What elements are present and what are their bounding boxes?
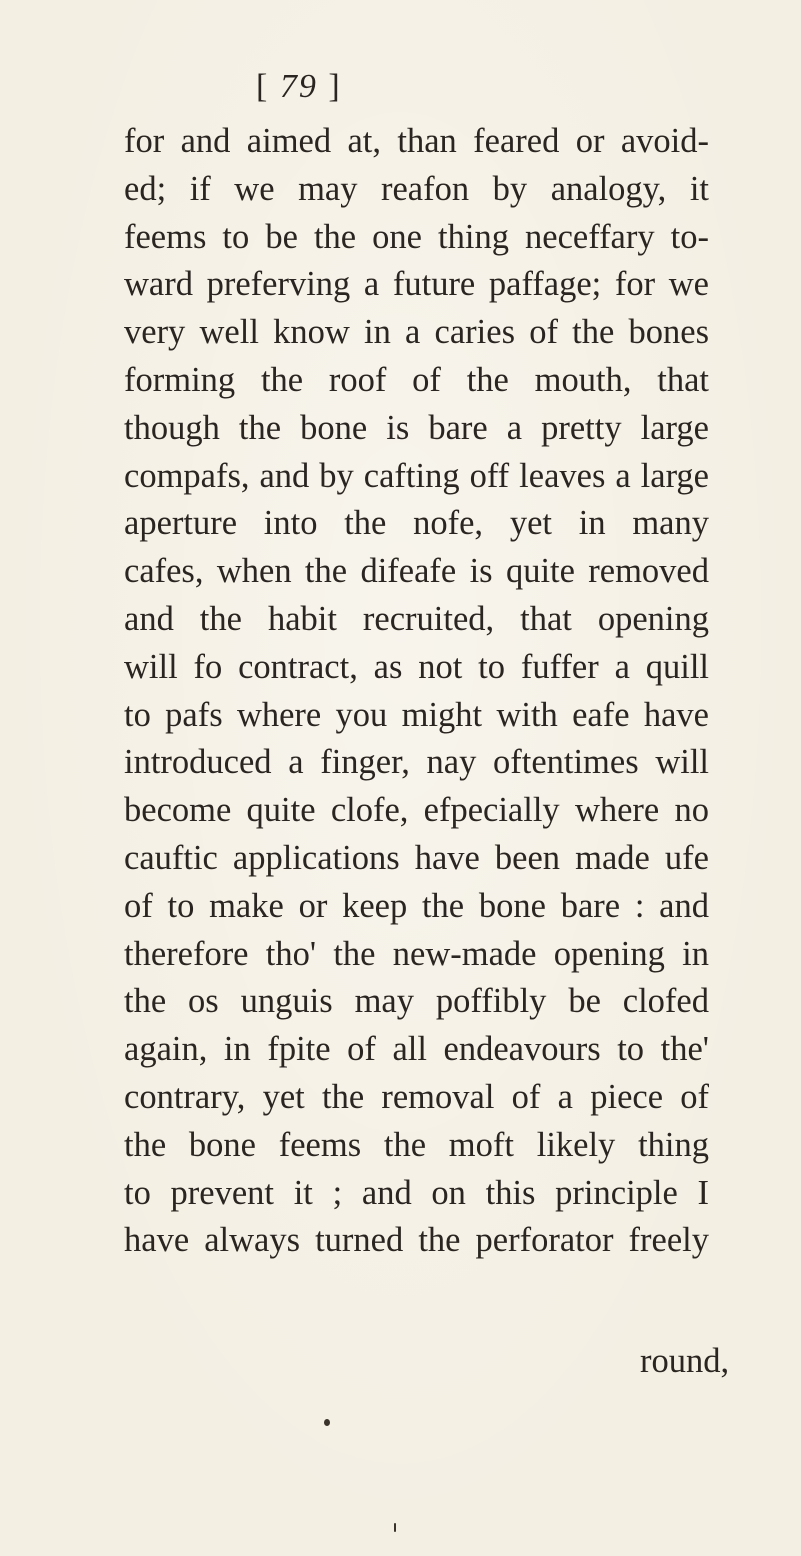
text-line: and the habit recruited, that opening <box>124 599 709 638</box>
page-number-open-bracket: [ <box>256 68 280 105</box>
text-line: for and aimed at, than feared or avoid- <box>124 122 709 160</box>
text-line: again, in fpite of all endeavours to the' <box>124 1030 709 1069</box>
text-line: to pafs where you might with eafe have <box>124 695 709 734</box>
text-line: forming the roof of the mouth, that <box>124 360 709 399</box>
ink-speck <box>324 1419 330 1426</box>
page-number <box>256 68 342 106</box>
text-line: introduced a finger, nay oftentimes will <box>124 743 709 782</box>
text-line: though the bone is bare a pretty large <box>124 408 709 447</box>
text-line: ed; if we may reafon by analogy, it <box>124 169 709 208</box>
text-line: the os unguis may poffibly be clofed <box>124 982 709 1021</box>
page-number-value: 79 <box>279 68 318 105</box>
text-line: become quite clofe, efpecially where no <box>124 791 709 830</box>
text-line: aperture into the nofe, yet in many <box>124 504 709 543</box>
text-line: will fo contract, as not to fuffer a quill <box>124 647 709 686</box>
text-line: very well know in a caries of the bones <box>124 313 709 352</box>
text-line: of to make or keep the bone bare : and <box>124 886 709 925</box>
text-line: the bone feems the moft likely thing <box>124 1125 709 1164</box>
text-line: therefore tho' the new-made opening in <box>124 934 709 973</box>
ink-speck <box>394 1523 396 1532</box>
text-line: have always turned the perforator freely <box>124 1221 709 1260</box>
text-line: to prevent it ; and on this principle I <box>124 1173 709 1212</box>
text-line: cafes, when the difeafe is quite removed <box>124 552 709 591</box>
text-line: ward preferving a future paffage; for we <box>124 265 709 304</box>
text-line: cauftic applications have been made ufe <box>124 838 709 877</box>
text-line: compafs, and by cafting off leaves a large <box>124 456 709 495</box>
text-line: contrary, yet the removal of a piece of <box>124 1077 709 1116</box>
page-number-close-bracket: ] <box>317 68 342 105</box>
text-line: feems to be the one thing neceffary to- <box>124 217 709 256</box>
body-text <box>124 118 709 1265</box>
catchword: round, <box>640 1342 730 1380</box>
